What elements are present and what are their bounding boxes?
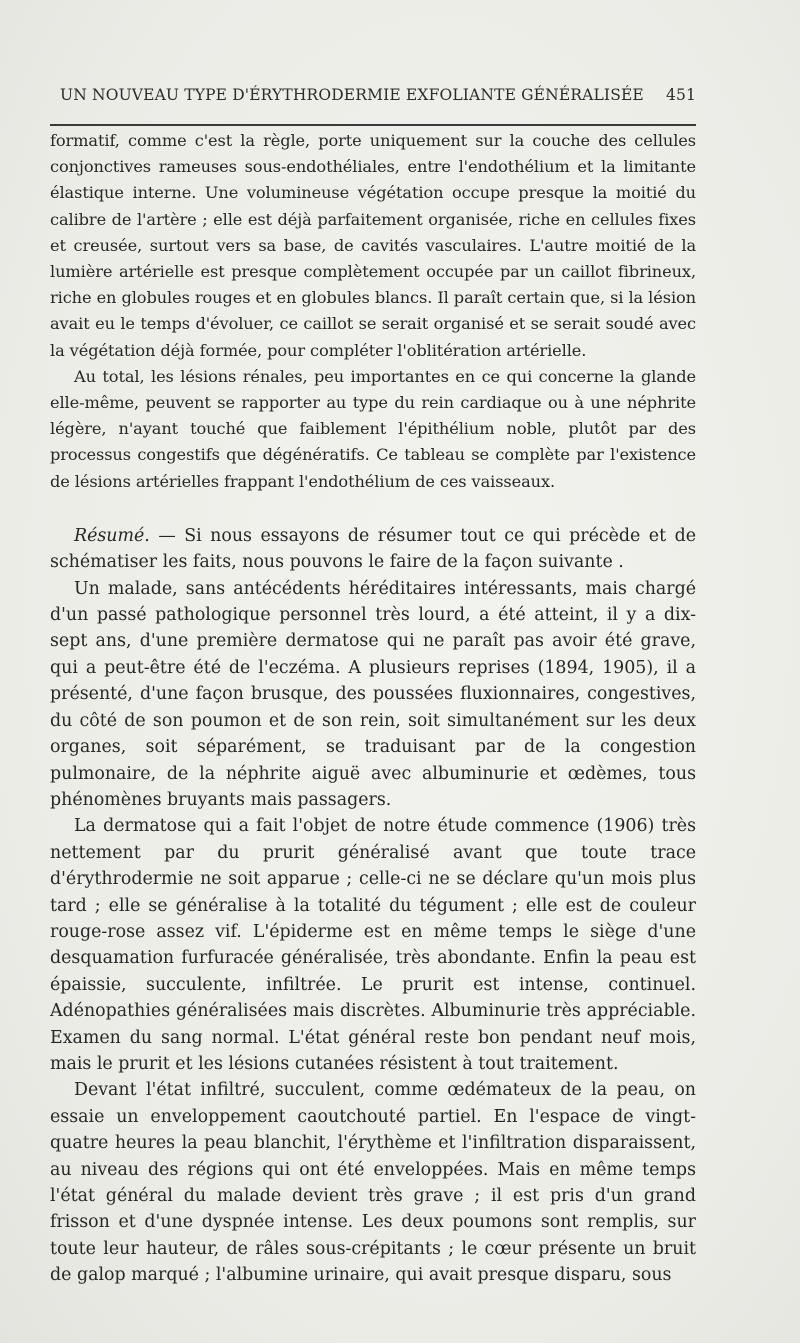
paragraph-enveloppement: Devant l'état infiltré, succulent, comme œdémateux de la peau, on essaie un enveloppement caoutchouté partiel. En l'espace de vingt-quatre heures la peau blanchit, l'érythème et l'infiltration disparaissent, au niveau des régions qui ont été enveloppées. Mais en même temps l'état général du malade devient très grave ; il est pris d'un grand frisson et d'une dyspnée intense. Les deux poumons sont remplis, sur toute leur hauteur, de râles sous-crépitants ; le cœur présente un bruit de galop marqué ; l'albumine urinaire, qui avait presque disparu, sous [50,1080,696,1286]
paragraph-dermatose: La dermatose qui a fait l'objet de notre étude commence (1906) très nettement par du prurit généralisé avant que toute trace d'érythrodermie ne soit apparue ; celle-ci ne se déclare qu'un mois plus tard ; elle se généralise à la totalité du tégument ; elle est de couleur rouge-rose assez vif. L'épiderme est en même temps le siège d'une desquamation furfuracée généralisée, très abondante. Enfin la peau est épaissie, succulente, infiltrée. Le prurit est intense, continuel. Adénopathies généralisées mais discrètes. Albuminurie très appréciable. Examen du sang normal. L'état général reste bon pendant neuf mois, mais le prurit et les lésions cutanées résistent à tout traitement. [50,816,696,1074]
paragraph-artery-lesion: formatif, comme c'est la règle, porte uniquement sur la couche des cellules conjonctives rameuses sous-endothéliales, entre l'endothélium et la limitante élastique interne. Une volumineuse végétation occupe presque la moitié du calibre de l'artère ; elle est déjà parfaitement organisée, riche en cellules fixes et creusée, surtout vers sa base, de cavités vasculaires. L'autre moitié de la lumière artérielle est presque complètement occupée par un caillot fibrineux, riche en globules rouges et en globules blancs. Il paraît certain que, si la lésion avait eu le temps d'évoluer, ce caillot se serait organisé et se serait soudé avec la végétation déjà formée, pour compléter l'oblitération artérielle. [50,131,696,360]
running-header [60,86,696,104]
resume-text: — Si nous essayons de résumer tout ce qui précède et de schématiser les faits, nous pouvons le faire de la façon suivante . [50,525,696,573]
resume-heading: Résumé. [74,525,150,546]
paragraph-resume [50,523,696,576]
running-title: UN NOUVEAU TYPE D'ÉRYTHRODERMIE EXFOLIANTE GÉNÉRALISÉE [60,86,644,104]
paragraph-renal-summary: Au total, les lésions rénales, peu importantes en ce qui concerne la glande elle-même, peuvent se rapporter au type du rein cardiaque ou à une néphrite légère, n'ayant touché que faiblement l'épithélium noble, plutôt par des processus congestifs que dégénératifs. Ce tableau se complète par l'existence de lésions artérielles frappant l'endothélium de ces vaisseaux. [50,366,696,491]
body-text [50,128,696,1289]
page-number: 451 [665,86,696,104]
paragraph-history: Un malade, sans antécédents héréditaires intéressants, mais chargé d'un passé pathologique personnel très lourd, a été atteint, il y a dix-sept ans, d'une première dermatose qui ne paraît pas avoir été grave, qui a peut-être été de l'eczéma. A plusieurs reprises (1894, 1905), il a présenté, d'une façon brusque, des poussées fluxionnaires, congestives, du côté de son poumon et de son rein, soit simultanément sur les deux organes, soit séparément, se traduisant par de la congestion pulmonaire, de la néphrite aiguë avec albuminurie et œdèmes, tous phénomènes bruyants mais passagers. [50,578,696,810]
header-rule [50,124,696,126]
